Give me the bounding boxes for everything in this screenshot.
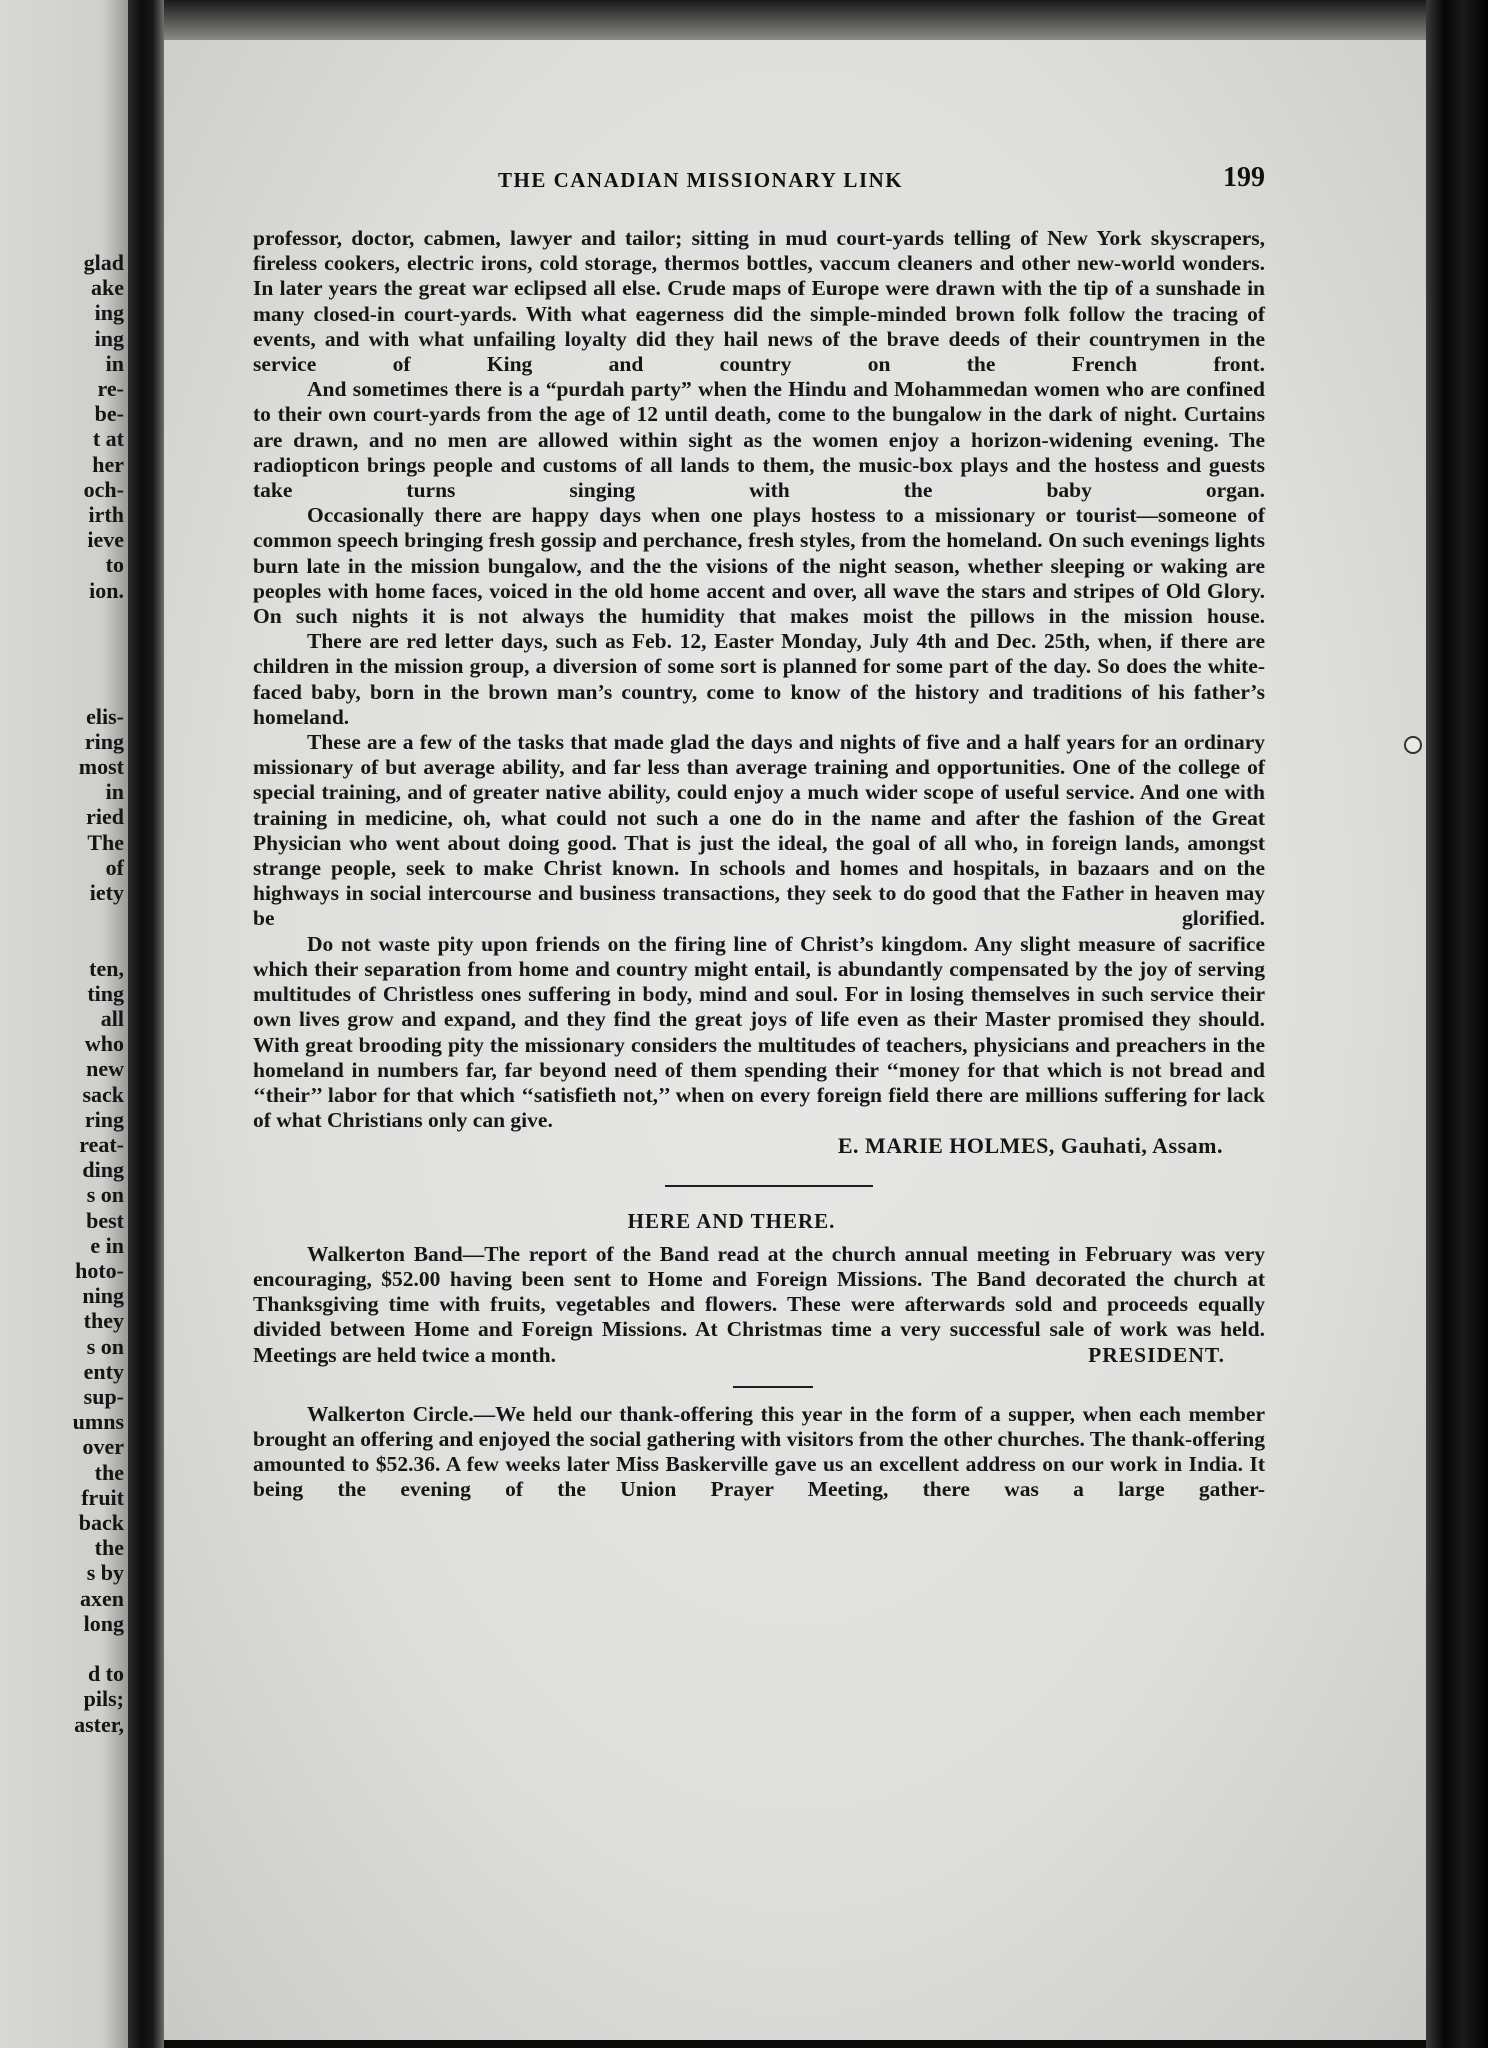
facing-page-fragment: ring: [84, 728, 124, 754]
facing-page-fragment: they: [83, 1308, 124, 1334]
facing-page-fragment: t at: [92, 426, 124, 452]
facing-page-fragment: ten,: [89, 955, 124, 981]
facing-page-fragment: e in: [90, 1232, 124, 1258]
facing-page-fragment: who: [84, 1031, 124, 1057]
facing-page-fragment: The: [87, 829, 124, 855]
section-heading: HERE AND THERE.: [627, 1208, 836, 1233]
facing-page-edge: [0, 0, 128, 2048]
facing-page-fragment: ting: [87, 980, 124, 1006]
facing-page-fragment: d to: [87, 1661, 124, 1687]
facing-page-fragment: sup-: [83, 1384, 124, 1410]
article-paragraph: Do not waste pity upon friends on the firing line of Christ’s kingdom. Any slight measure of sacrifice which their separation from home and country might entail, is abundantly compensated by the joy of serving multitudes of Christless ones suffering in body, mind and soul. For in losing themselves in such service their own lives grow and expand, and they find the great joys of life even as their Master promised they should. With great brooding pity the missionary considers the multitudes of teachers, physicians and preachers in the homeland in numbers far, far beyond need of them spending their ‘‘money for that which is not bread and ‘‘their’’ labor for that which ‘‘satisfieth not,’’ when on every foreign field there are millions suffering for lack of what Christians only can give.: [253, 931, 1265, 1133]
article-paragraph: And sometimes there is a “purdah party” when the Hindu and Mohammedan women who are confined to their own court-yards from the age of 12 until death, come to the bungalow in the dark of night. Curtains are drawn, and no men are allowed within sight as the women enjoy a horizon-widening evening. The radiopticon brings people and customs of all lands to them, the music-box plays and the hostess and guests take turns singing with the baby organ.: [253, 377, 1265, 503]
facing-page-fragment: fruit: [81, 1484, 124, 1510]
band-report-signer: PRESIDENT.: [1088, 1342, 1225, 1367]
facing-page-fragment: to: [105, 552, 124, 578]
facing-page-fragment: most: [78, 754, 124, 779]
facing-page-fragment: axen: [80, 1585, 124, 1611]
facing-page-fragment: ion.: [89, 577, 124, 603]
circle-report-name: Walkerton Circle.: [307, 1401, 474, 1426]
facing-page-fragment: reat-: [79, 1132, 124, 1158]
facing-page-fragment: sack: [82, 1081, 124, 1107]
facing-page-fragment: ing: [94, 325, 124, 351]
facing-page-fragment: ning: [82, 1283, 124, 1309]
facing-page-fragment: elis-: [86, 703, 124, 729]
facing-page-fragment: ing: [94, 300, 124, 326]
facing-page-fragment: aster,: [74, 1711, 124, 1737]
facing-page-fragment: all: [100, 1006, 124, 1031]
facing-page-fragment: s on: [86, 1182, 124, 1208]
facing-page-fragment: umns: [72, 1409, 124, 1435]
band-report-name: Walkerton Band: [307, 1241, 463, 1266]
band-report: [253, 1242, 1265, 1368]
facing-page-fragment: in: [105, 350, 124, 376]
circle-report: [253, 1402, 1265, 1503]
band-report-text: —The report of the Band read at the church annual meeting in February was very encouraging, $52.00 having been sent to Home and Foreign Missions. The Band decorated the church at Thanksgiving time with fruits, vegetables and flowers. These were afterwards sold and proceeds equally divided between Home and Foreign Missions. At Christmas time a very successful sale of work was held. Meetings are held twice a month.: [253, 1241, 1266, 1367]
facing-page-fragment: ake: [91, 275, 124, 301]
facing-page-fragment: pils;: [83, 1686, 124, 1712]
facing-page-fragment: [4, 930, 124, 955]
article-signature: E. MARIE HOLMES, Gauhati, Assam.: [837, 1133, 1223, 1159]
facing-page-fragment: enty: [83, 1358, 124, 1384]
facing-page-fragment: [4, 653, 124, 678]
running-title: THE CANADIAN MISSIONARY LINK: [498, 168, 904, 192]
facing-page-fragment: back: [78, 1510, 124, 1536]
facing-page-fragment: ried: [86, 804, 124, 830]
facing-page-fragment: ring: [84, 1106, 124, 1132]
article-paragraph: These are a few of the tasks that made glad the days and nights of five and a half years for an ordinary missionary of but average ability, and far less than average training and opportunities. One of the college of special training, and of greater native ability, could enjoy a much wider scope of useful service. And one with training in medicine, oh, what could not such a one do in the name and after the fashion of the Great Physician who went about doing good. That is just the ideal, the goal of all who, in foreign lands, amongst strange people, seek to make Christ known. In schools and homes and hospitals, in bazaars and on the highways in social intercourse and business transactions, they seek to do good that the Father in heaven may be glorified.: [253, 730, 1265, 931]
article-paragraph: There are red letter days, such as Feb. 12, Easter Monday, July 4th and Dec. 25th, when, if there are children in the mission group, a diversion of some sort is planned for some part of the day. So does the white-faced baby, born in the brown man’s country, come to know of the history and traditions of his father’s homeland.: [253, 629, 1265, 729]
report-divider: [733, 1386, 813, 1388]
facing-page-fragment: long: [83, 1610, 124, 1636]
page-top-shadow: [164, 0, 1426, 40]
facing-page-fragment: her: [92, 451, 124, 477]
article-paragraph: Occasionally there are happy days when one plays hostess to a missionary or tourist—someone of common speech bringing fresh gossip and perchance, fresh styles, from the homeland. On such evenings lights burn late in the mission bungalow, and the the visions of the night season, whether sleeping or waking are peoples with home faces, voiced in the old home accent and over, all wave the stars and stripes of Old Glory. On such nights it is not always the humidity that makes moist the pillows in the mission house.: [253, 503, 1265, 629]
facing-page-fragment: och-: [83, 476, 124, 502]
facing-page-fragment: over: [82, 1434, 124, 1460]
circle-report-text: —We held our thank-offering this year in the form of a supper, when each member brought an offering and enjoyed the social gathering with visitors from the other churches. The thank-offering amounted to $52.36. A few weeks later Miss Baskerville gave us an excellent address on our work in India. It being the evening of the Union Prayer Meeting, there was a large gather-: [253, 1401, 1265, 1502]
facing-page-fragment: [4, 1636, 124, 1661]
article-paragraph: professor, doctor, cabmen, lawyer and tailor; sitting in mud court-yards telling of New York skyscrapers, fireless cookers, electric irons, cold storage, thermos bottles, vaccum cleaners and other new-world wonders. In later years the great war eclipsed all else. Crude maps of Europe were drawn with the tip of a sunshade in many closed-in court-yards. With what eagerness did the simple-minded brown folk follow the tracing of events, and with what unfailing loyalty did they hail news of the brave deeds of their countrymen in the service of King and country on the French front.: [253, 226, 1265, 377]
facing-page-fragment: s by: [86, 1560, 124, 1586]
facing-page-fragment: [4, 678, 124, 703]
facing-page-fragment: the: [94, 1535, 124, 1561]
page-number: 199: [1223, 162, 1265, 193]
facing-page-fragment: in: [105, 779, 124, 805]
facing-page-fragment: ding: [82, 1157, 124, 1183]
facing-page-fragment: [4, 628, 124, 653]
right-page-edge: [1426, 0, 1488, 2048]
facing-page-fragment: be-: [94, 401, 124, 427]
book-gutter: [128, 0, 164, 2048]
facing-page-fragment: the: [94, 1459, 124, 1485]
facing-page-fragment: new: [86, 1056, 124, 1082]
facing-page-fragment: hoto-: [75, 1258, 124, 1284]
binding-hole: [1404, 736, 1422, 754]
facing-page-fragment: [4, 905, 124, 930]
facing-page-fragment: ieve: [87, 527, 124, 553]
facing-page-fragment: re-: [97, 376, 124, 402]
facing-page-text-fragments: [4, 250, 124, 1737]
facing-page-fragment: s on: [86, 1333, 124, 1359]
facing-page-fragment: [4, 603, 124, 628]
article-body: [253, 226, 1265, 1503]
facing-page-fragment: irth: [88, 502, 124, 528]
facing-page-fragment: of: [105, 854, 124, 880]
running-header: [490, 162, 1310, 198]
facing-page-fragment: iety: [89, 880, 124, 906]
facing-page-fragment: best: [86, 1207, 124, 1233]
section-divider: [665, 1185, 873, 1187]
facing-page-fragment: glad: [83, 250, 124, 275]
